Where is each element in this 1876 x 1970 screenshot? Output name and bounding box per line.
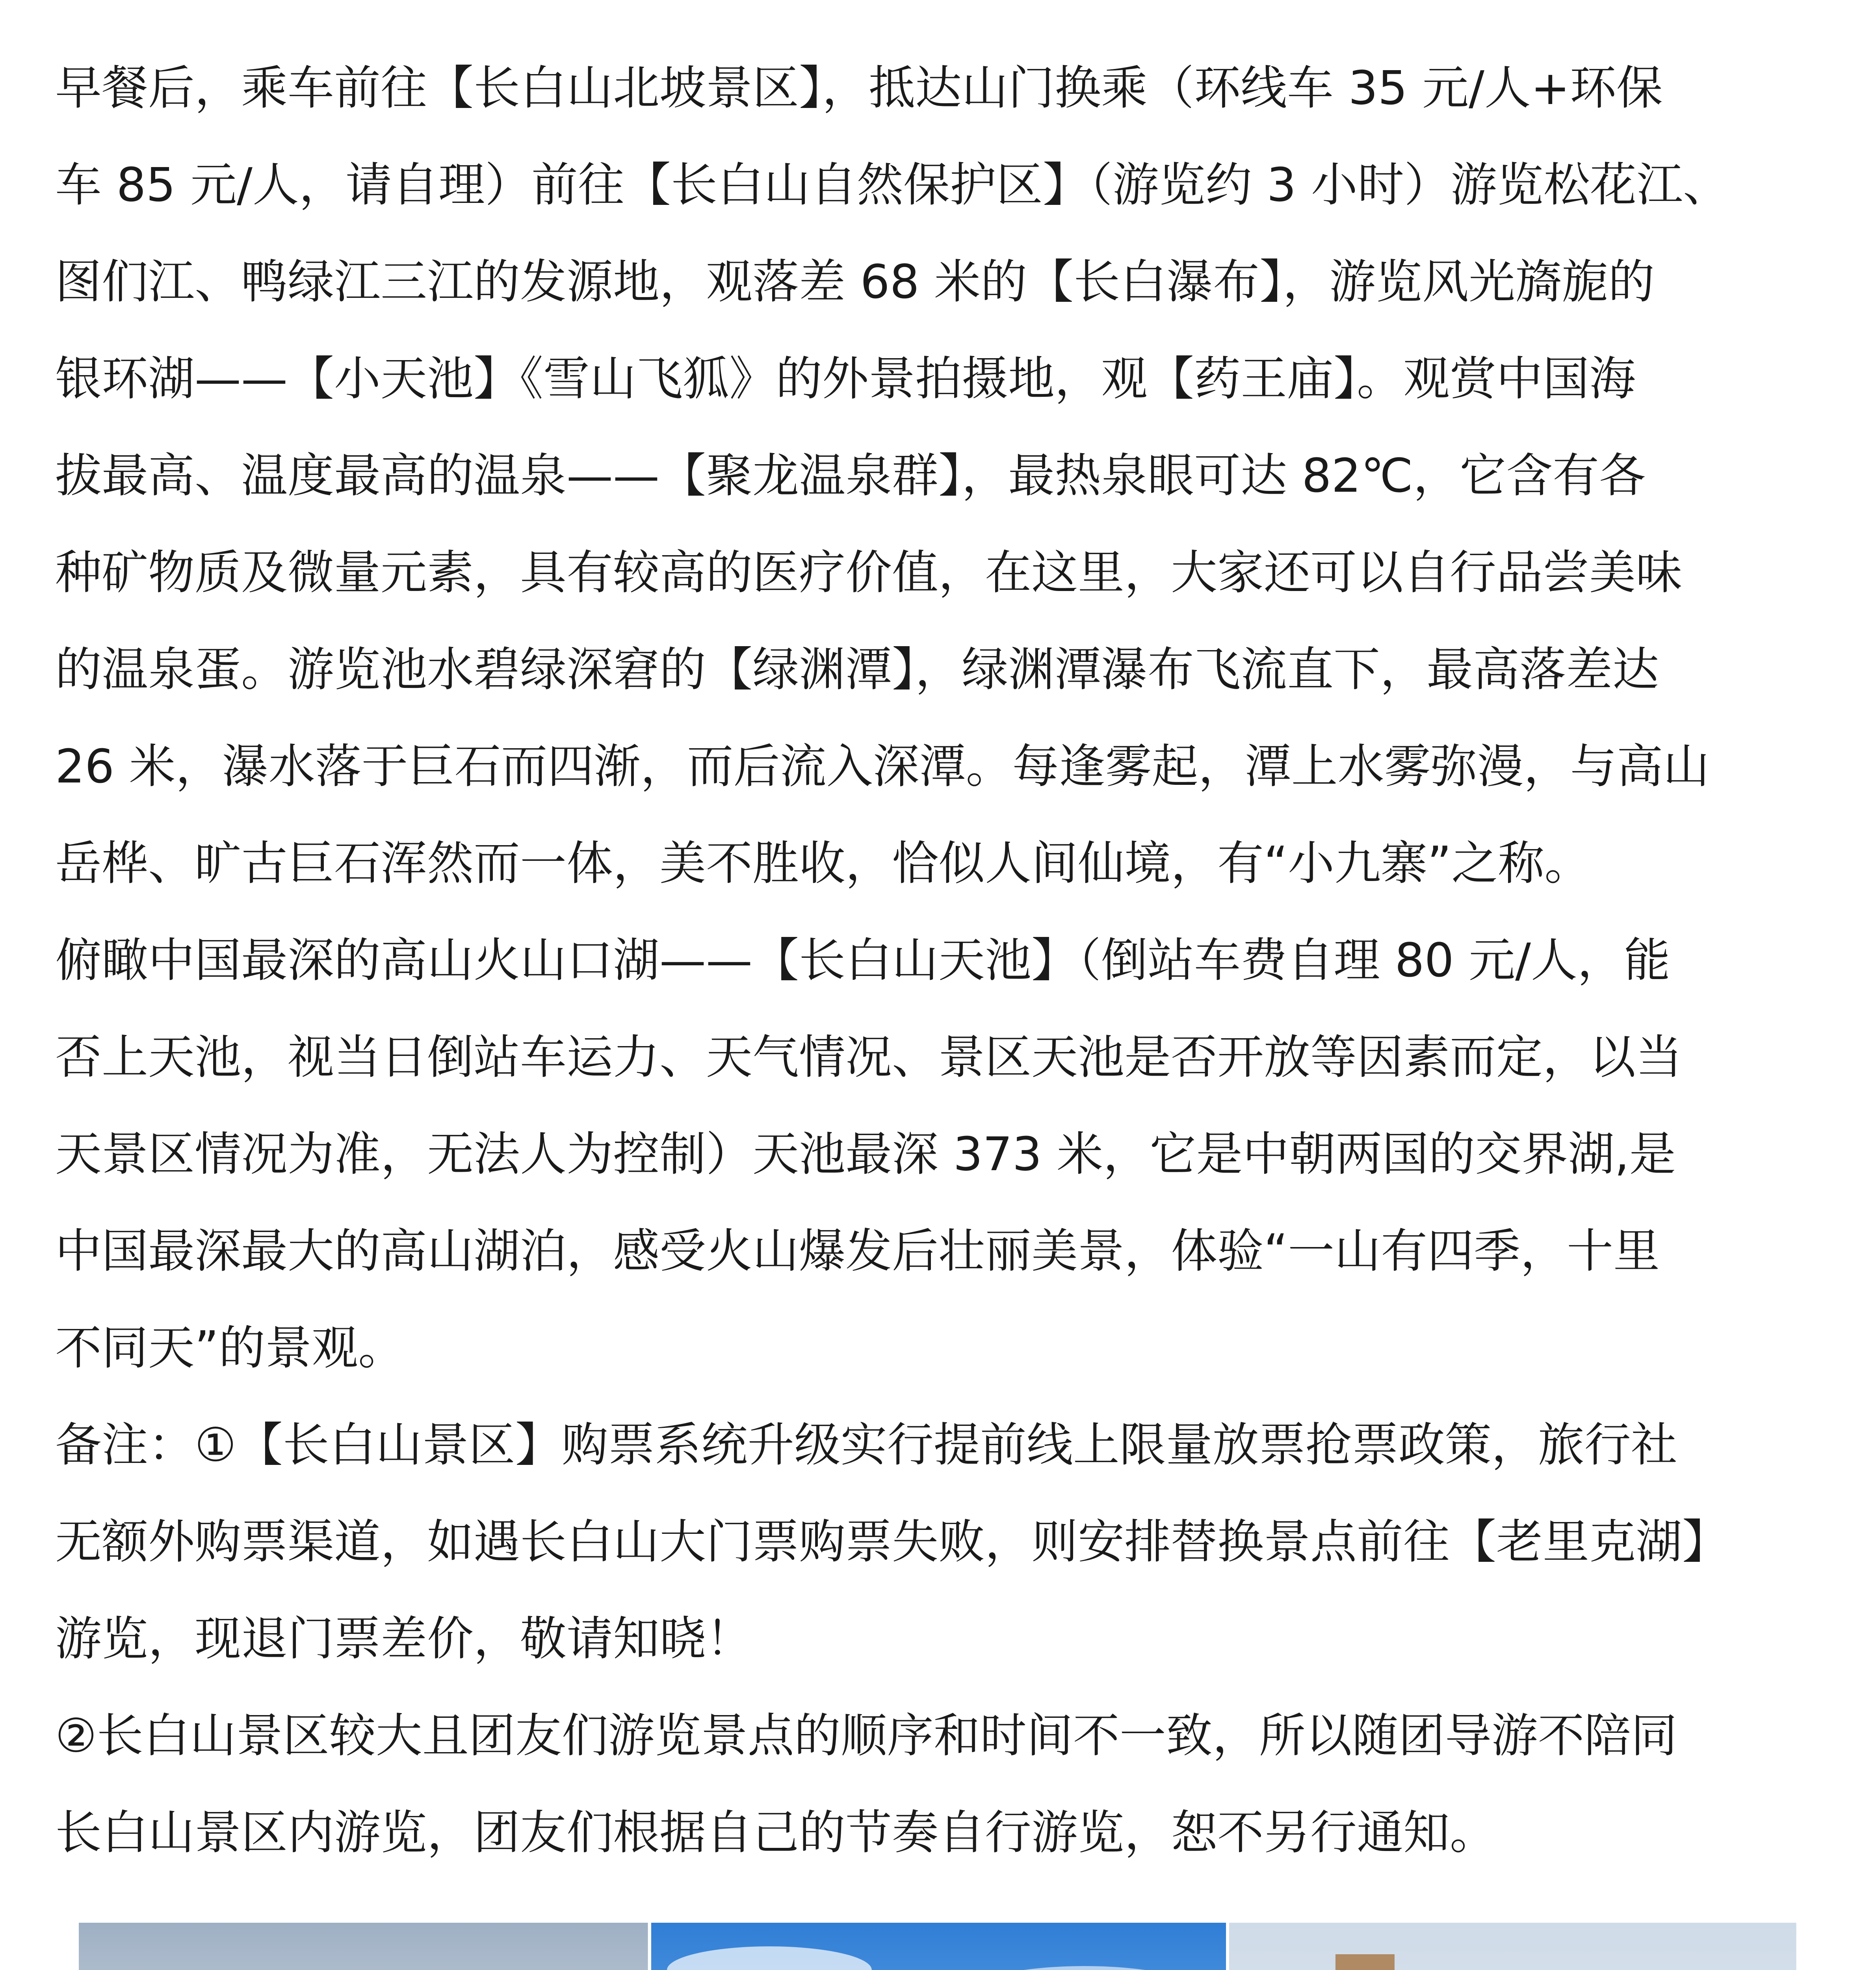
korean-folk-rice-cake-pounding-photo [1229,1923,1796,1970]
snowy-mountain-stairway-photo [79,1923,648,1970]
text-line: 的温泉蛋。游览池水碧绿深窘的【绿渊潭】，绿渊潭瀑布飞流直下，最高落差达 [55,642,1659,697]
text-line: 俯瞰中国最深的高山火山口湖——【长白山天池】（倒站车费自理 80 元/人，能 [55,933,1670,987]
text-line: 不同天”的景观。 [55,1321,405,1375]
text-line: 种矿物质及微量元素，具有较高的医疗价值，在这里，大家还可以自行品尝美味 [55,545,1683,600]
text-line: 26 米，瀑水落于巨石而四渐，而后流入深潭。每逢雾起，潭上水雾弥漫，与高山 [55,739,1710,794]
note-line: 无额外购票渠道，如遇长白山大门票购票失败，则安排替换景点前往【老里克湖】 [55,1515,1729,1569]
itinerary-paragraph [55,39,1828,1881]
text-line: 车 85 元/人，请自理）前往【长白山自然保护区】（游览约 3 小时）游览松花江、 [55,158,1730,212]
note-line: ②长白山景区较大且团友们游览景点的顺序和时间不一致，所以随团导游不陪同 [55,1708,1677,1763]
text-line: 中国最深最大的高山湖泊，感受火山爆发后壮丽美景，体验“一山有四季，十里 [55,1224,1660,1278]
text-line: 拔最高、温度最高的温泉——【聚龙温泉群】，最热泉眼可达 82℃，它含有各 [55,448,1646,503]
crater-lake-tianchi-photo [651,1923,1226,1970]
text-line: 早餐后，乘车前往【长白山北坡景区】，抵达山门换乘（环线车 35 元/人+环保 [55,61,1663,115]
text-line: 天景区情况为准，无法人为控制）天池最深 373 米，它是中朝两国的交界湖,是 [55,1127,1676,1181]
note-line: 长白山景区内游览，团友们根据自己的节奏自行游览，恕不另行通知。 [55,1805,1497,1860]
text-line: 否上天池，视当日倒站车运力、天气情况、景区天池是否开放等因素而定，以当 [55,1030,1683,1084]
note-line: 备注：①【长白山景区】购票系统升级实行提前线上限量放票抢票政策，旅行社 [55,1418,1677,1472]
photo-strip [79,1923,1796,1970]
text-line: 图们江、鸭绿江三江的发源地，观落差 68 米的【长白瀑布】，游览风光旖旎的 [55,255,1655,309]
note-line: 游览，现退门票差价，敬请知晓！ [55,1611,753,1666]
text-line: 银环湖——【小天池】《雪山飞狐》的外景拍摄地，观【药王庙】。观赏中国海 [55,351,1636,406]
text-line: 岳桦、旷古巨石浑然而一体，美不胜收，恰似人间仙境，有“小九寨”之称。 [55,836,1591,890]
